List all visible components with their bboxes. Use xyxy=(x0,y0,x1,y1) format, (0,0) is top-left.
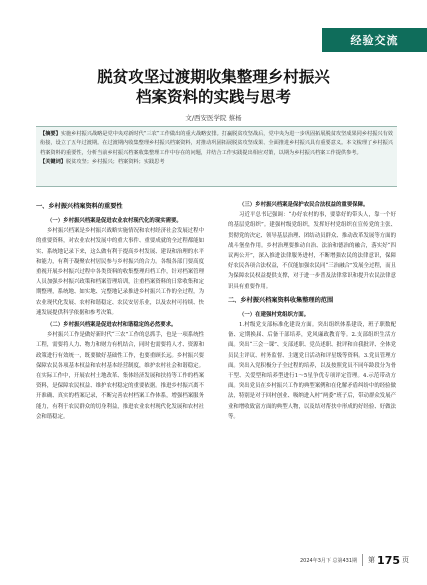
left-column xyxy=(36,198,204,422)
abstract-box xyxy=(36,126,397,187)
body-paragraph: 1.村级党支部标准化建设方面。突出组织体系建设，班子职数配备、定期换届、后备干部培养，党风廉政教育等。2.支部组织生活方面。突出“三会一课”、支部述职、党员述职、批评和自我批评、全体党员民主评议、村务监督、主题党日活动和评星级等资料。3.党员管理方面。突出入党积极分子全过程的培养，以及按照党员不同年龄段分为骨干型、关爱型和培养型进行1～5星争优专项评定管理。4.示范带动方面。突出党员在乡村振兴工作的典型案例和在化解矛盾纠纷中的经验做法，特别是对于回村创业、吸纳进入村“两委”班子后，带动群众发展产业和增收致富方面的典型人物，以及结对帮扶中形成的好经验、好做法等。 xyxy=(228,322,396,420)
keywords-paragraph xyxy=(40,158,393,167)
keywords-text: 脱贫攻坚；乡村振兴；档案资料；实践思考 xyxy=(65,159,165,166)
section-heading-importance: 一、乡村振兴档案资料的重要性 xyxy=(36,203,123,210)
subheading-stability: （二）乡村振兴档案是促进农村和谐稳定的必然要求。 xyxy=(47,322,177,329)
article-title-line-2: 档案资料的实践与思考 xyxy=(135,87,291,106)
section-heading-scope: 二、乡村振兴档案资料收集整理的范围 xyxy=(228,296,334,304)
page-label-prefix: 第 xyxy=(368,556,376,564)
subheading-modernization: （一）乡村振兴档案是促进农业农村现代化的现实需要。 xyxy=(47,218,182,224)
body-paragraph: 习近平总书记强调：“办好农村的事，要靠好的带头人，靠一个好的基层党组织”。建强村级党组织，发挥好村党组织在宣传党的主张、贯彻党的决定、领导基层治理、团结动员群众、推动改革发展等方面的战斗堡垒作用。乡村治理要推动自治、法治和德治的融合，落实好“四议两公开”，深入推进法律服务进村，不断增强农民的法律意识，保障好农民各项合法权益，不仅能加强农民同“三治融合”发展全过程，而且为保障农民权益提供支撑，对于进一步普及法律常识和提升农民法律意识具有重要作用。 xyxy=(228,212,396,290)
abstract-paragraph xyxy=(40,130,393,158)
body-paragraph: 乡村振兴工作是做好新时代“三农”工作的总抓手，也是一项系统性工程，需要将人力、物力和财力有机结合，同时也需要将人才、资源和政策进行有效统一，既要做好基础性工作，也要重顾长远。乡村振兴要保障农民各项基本权益和农村基本经营制度，维护农村社会和谐稳定。在实际工作中，开展农村土地改革、集体经济发展和扶持等工作的档案资料，是保障农民权益、维护农村稳定的重要依据。推进乡村振兴离不开准确、真实的档案记录，不断完善农村档案工作体系，增强档案服务能力，有利于农民群众的切身利益，推进农业农村现代化发展和农村社会和谐稳定。 xyxy=(36,332,204,420)
page-number: 175 xyxy=(377,553,401,567)
article-title-line-1: 脱贫攻坚过渡期收集整理乡村振兴 xyxy=(97,67,330,86)
body-paragraph: 乡村振兴档案是乡村振兴战略实施情况和农村经济社会发展过程中的重要资料，对农业农村发展中的重大事件、重要成就的全过程都能如实、系统地记录下来，这么做有利于提高乡村发展、建设和治理的水平和能力，有利于凝聚农村居民参与乡村振兴的合力。各级各部门要高度重视开展乡村振兴过程中各类资料的收集整理归档工作，针对档案管理人员加强乡村振兴政策和档案管理培训，注重档案资料的日常收集和定期整理，系统地、如实地、完整地记录推进乡村振兴工作的全过程，为农业现代化发展、农村和谐稳定、农民安居乐业，以及农村可持续、快速发展提供科学依据和参考决策。 xyxy=(36,228,204,316)
page-label-suffix: 页 xyxy=(402,556,410,564)
keywords-label: 【关键词】 xyxy=(40,159,66,166)
abstract-label: 【摘要】 xyxy=(40,131,61,137)
section-badge: 经验交流 xyxy=(322,28,427,52)
issue-info: 2024年3月下 总第431期 xyxy=(300,557,358,564)
subheading-party-org: （一）在建强村党组织方面。 xyxy=(239,311,310,318)
right-column xyxy=(228,198,396,422)
footer-divider xyxy=(362,554,363,566)
page-footer xyxy=(300,552,409,568)
author-line: 文/西安医学院 蔡杨 xyxy=(185,114,242,122)
abstract-text: 实施乡村振兴战略是党中央对新时代“三农”工作做出的重大战略安排。打赢脱贫攻坚战后，党中央为进一步巩固拓展脱贫攻坚成果同乡村振兴有效衔接，设立了五年过渡期。在过渡期内收集整理乡村振兴档案资料，对推动巩固拓展脱贫攻坚成果、全面推进乡村振兴具有重要意义。本文梳理了乡村振兴档案资料的重要性，分析当前乡村振兴档案收集整理工作中存在的问题，并结合工作实践提出相应对策，以期为乡村振兴档案工作提供参考。 xyxy=(40,131,393,156)
subheading-rights: （三）乡村振兴档案是保护农民合法权益的重要保障。 xyxy=(239,202,369,208)
